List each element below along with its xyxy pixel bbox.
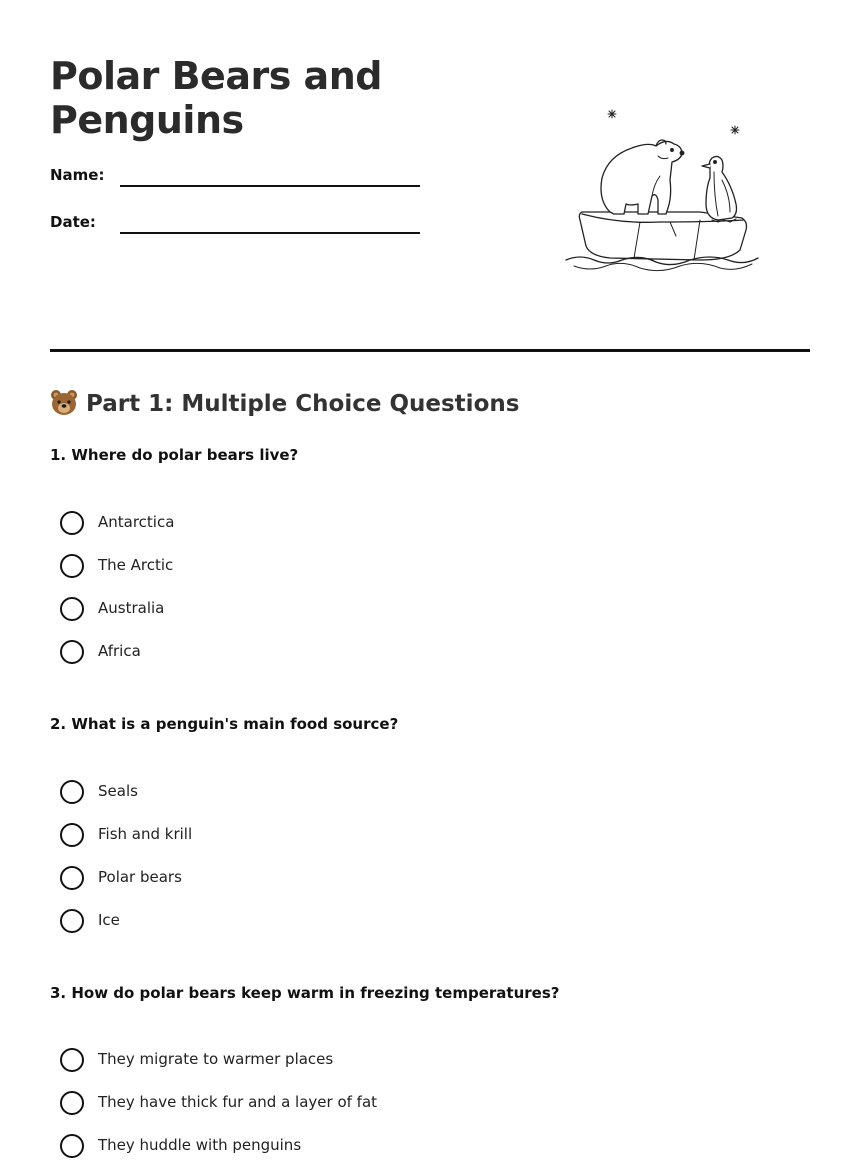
question-1-option-4[interactable] — [60, 640, 460, 666]
option-label[interactable]: Africa — [98, 642, 141, 660]
option-label[interactable]: The Arctic — [98, 556, 174, 574]
date-label: Date: — [50, 213, 96, 231]
name-label: Name: — [50, 166, 105, 184]
radio-button[interactable] — [60, 1134, 84, 1158]
option-label[interactable]: They migrate to warmer places — [98, 1050, 334, 1068]
radio-button[interactable] — [60, 909, 84, 933]
part1-title-text: Part 1: Multiple Choice Questions — [86, 391, 520, 417]
question-3-option-1[interactable] — [60, 1048, 460, 1074]
name-field[interactable] — [50, 165, 422, 189]
bear-face-icon — [50, 388, 78, 416]
option-label[interactable]: Seals — [98, 782, 138, 800]
radio-button[interactable] — [60, 1048, 84, 1072]
question-3-option-3[interactable] — [60, 1134, 460, 1160]
question-2: 2. What is a penguin's main food source? — [50, 715, 399, 733]
radio-button[interactable] — [60, 554, 84, 578]
radio-button[interactable] — [60, 640, 84, 664]
option-label[interactable]: Antarctica — [98, 513, 175, 531]
section-divider — [50, 349, 810, 352]
sparkle-icon — [731, 126, 739, 134]
radio-button[interactable] — [60, 866, 84, 890]
question-2-option-2[interactable] — [60, 823, 460, 849]
option-label[interactable]: Fish and krill — [98, 825, 193, 843]
option-label[interactable]: They have thick fur and a layer of fat — [98, 1093, 378, 1111]
part1-title — [50, 388, 519, 420]
question-2-option-1[interactable] — [60, 780, 460, 806]
question-1-option-1[interactable] — [60, 511, 460, 537]
question-2-option-4[interactable] — [60, 909, 460, 935]
radio-button[interactable] — [60, 597, 84, 621]
question-3-option-2[interactable] — [60, 1091, 460, 1117]
name-line[interactable] — [120, 185, 420, 187]
polar-bear-penguin-illustration — [560, 100, 770, 280]
option-label[interactable]: Australia — [98, 599, 165, 617]
question-1-option-3[interactable] — [60, 597, 460, 623]
question-1-option-2[interactable] — [60, 554, 460, 580]
worksheet-title: Polar Bears and Penguins — [50, 54, 382, 142]
polar-bear — [601, 140, 684, 214]
radio-button[interactable] — [60, 1091, 84, 1115]
option-label[interactable]: Ice — [98, 911, 120, 929]
radio-button[interactable] — [60, 780, 84, 804]
radio-button[interactable] — [60, 511, 84, 535]
question-2-option-3[interactable] — [60, 866, 460, 892]
question-1: 1. Where do polar bears live? — [50, 446, 299, 464]
date-line[interactable] — [120, 232, 420, 234]
option-label[interactable]: They huddle with penguins — [98, 1136, 302, 1154]
question-3: 3. How do polar bears keep warm in freezing temperatures? — [50, 984, 560, 1002]
option-label[interactable]: Polar bears — [98, 868, 182, 886]
sparkle-icon — [608, 110, 616, 118]
penguin — [702, 156, 737, 222]
radio-button[interactable] — [60, 823, 84, 847]
date-field[interactable] — [50, 212, 422, 236]
